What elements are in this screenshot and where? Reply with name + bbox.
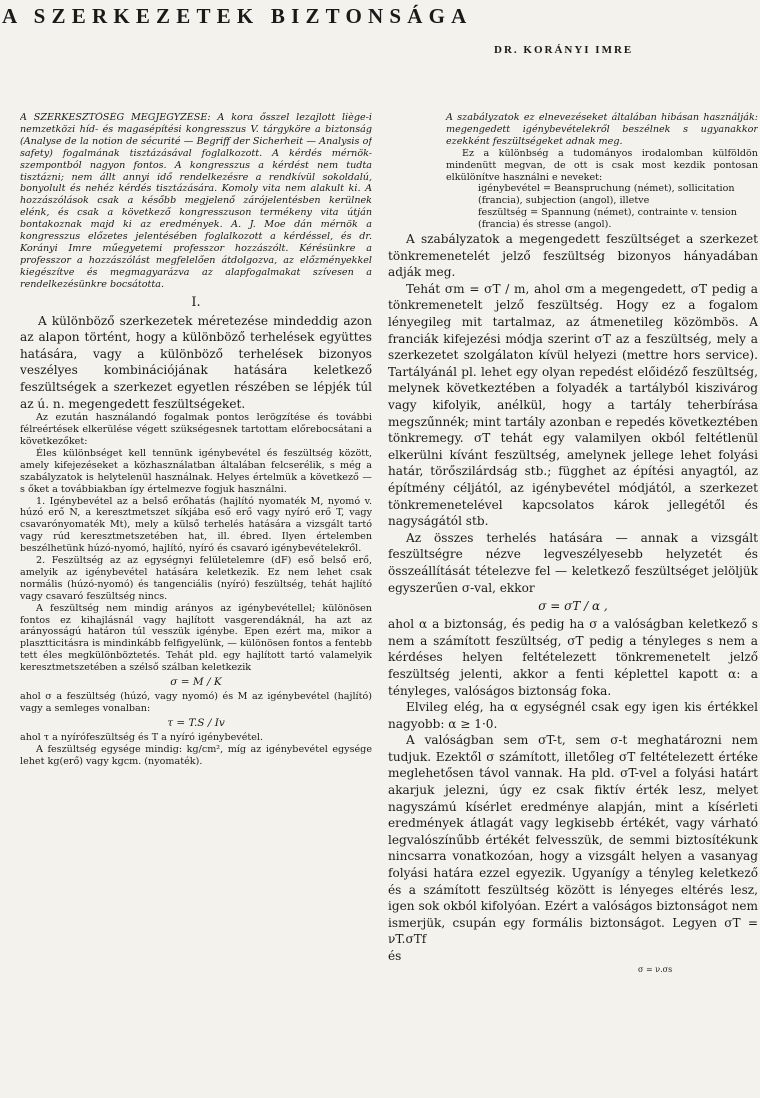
paragraph-definition-2: 2. Feszültség az az egységnyi felületelemre (dF) eső belső erő, amelyik az igénybevétel hatására keletkezik. Ez nem lehet csak normális (húzó-nyomó) és tangenciális (nyíró) feszültség, tehát hajlító vagy csavaró feszültség nincs.: [20, 555, 372, 602]
formula-safety: σ = σT / α ,: [538, 599, 608, 614]
formula-footer: σ = ν.σs: [638, 964, 673, 974]
formula-bending: σ = M / K: [170, 676, 222, 689]
paragraph-formal-safety: A valóságban sem σT-t, sem σ-t meghatározni nem tudjuk. Ezektől σ számított, illetőleg σT feltételezett értéke meglehetősen távol vannak. Ha pld. σT-vel a folyási határt akarjuk jelezni, úgy ez csak fiktív érték lesz, melyet nagyszámú kísérlet eredménye alapján, mint a kísérleti eredmények átlagát vagy legkisebb értékét, vagy várható legvalószínűbb értékét felvesszük, de semmi biztosítékunk nincsarra vonatkozóan, hogy a vizsgált helyen a vasanyag folyási határa ezzel egyezik. Ugyanígy a tényleg keletkező és a számított feszültség között is lényeges eltérés lesz, igen sok okból kifolyóan. Ezért a valóságos biztonságot nem ismerjük, csupán egy formális biztonságot. Legyen σT = νT.σTf: [388, 733, 758, 947]
paragraph-proportionality: A feszültség nem mindig arányos az igénybevétellel; különösen fontos ez kihajlásnál vagy hajlított vasgerendáknál, ha azt az arányosságú határon túl vesszük igénybe. Epen ezért ma, mikor a plasztticitásra is mindinkább felfigyelünk, — különösen fontos a fentebb tett éles megkülönböztetés. Tehát pld. egy hajlított tartó valamelyik keresztmetszetében a szélső szálban keletkezik: [20, 602, 372, 674]
section-number: I.: [191, 294, 201, 310]
paragraph-allowable: A szabályzatok a megengedett feszültséget a szerkezet tönkremenetelét jelző feszültség bizonyos hányadában adják meg.: [388, 232, 758, 280]
paragraph-failure-stress: Tehát σm = σT / m, ahol σm a megengedett, σT pedig a tönkremenetelt jelző feszültség. Hogy ez a fogalom lényegileg mit tartalmaz, az átmenetileg közömbös. A franciák kifejezési módja szerint σT az a feszültség, mely a szerkezetet szolgálaton kívül helyezi (mettre hors service). Tartályánál pl. lehet egy olyan repedést előidéző feszültség, melynek következtében a folyadék a tartályból kiszivárog vagy kifolyik, anélkül, hogy a tartály teherbírása megszűnnék; mint tartály azonban e repedés következtében tönkremegy. σT tehát egy valamilyen okból feltétlenül elkerülni kívánt feszültség, amelynek jellege lehet folyási határ, törőszilárdság stb.; függhet az építési anyagtól, az építmény céljától, az igénybevétel módjától, a szerkezet tönkremenetelével kapcsolatos károk jellegétől és nagyságától stb.: [388, 281, 758, 529]
paragraph-where-2: ahol τ a nyírófeszültség és T a nyíró igénybevétel.: [20, 731, 264, 743]
terminology-list: [388, 183, 758, 231]
paragraph-units: A feszültség egysége mindig: kg/cm², míg az igénybevétel egysége lehet kg(erő) vagy kgcm. (nyomaték).: [20, 743, 372, 767]
term-stress: feszültség = Spannung (német), contrainte v. tension (francia) és stresse (angol).: [478, 207, 737, 231]
note-literature: Ez a különbség a tudományos irodalomban külföldön mindenütt megvan, de ott is csak most kezdik pontosan elkülönítve használni e neveket:: [446, 147, 758, 183]
paragraph-safety-min: Elvileg elég, ha α egységnél csak egy igen kis értékkel nagyobb: α ≥ 1·0.: [388, 700, 758, 731]
editor-note: A SZERKESZTŐSÉG MEGJEGYZÉSE: A kora ősszel lezajlott liège-i nemzetközi híd- és magasépítési kongresszus V. tárgyköre a biztonság (Analyse de la notion de sécurité — Begriff der Sicherheit — Analysis of safety) fogalmának tisztázásával foglalkozott. A kérdés mérnök-szempontból nagyon fontos. A kongresszus a kérdést nem tudta tisztázni; nem állt annyi idő rendelkezésre a rendkívül sokoldalú, bonyolult és nehéz kérdés tisztázására. Komoly vita nem alakult ki. A hozzászólások csak a később megjelenő zárójelentésben kerülnek elénk, és csak a következő kongresszuson termékeny vita útján bontakoznak majd ki az eredmények. A. J. Moe dán mérnök a kongresszus előzetes jelentésében foglalkozott a kérdéssel, és dr. Korányi Imre műegyetemi professzor hozzászólt. Kérésünkre a professzor a hozzászólást megfelelően átdolgozva, az előzményekkel kiegészítve és megmagyarázva az alapfogalmakat szívesen a rendelkezésünkre bocsátotta.: [20, 112, 372, 290]
paragraph-total-load: Az összes terhelés hatására — annak a vizsgált feszültségre nézve legveszélyesebb helyzetét és összeállítását tételezve fel — keletkező feszültséget jelöljük egyszerűen σ-val, ekkor: [388, 530, 758, 595]
article-title: A SZERKEZETEK BIZTONSÁGA: [2, 4, 473, 28]
paragraph-concepts: Az ezután használandó fogalmak pontos lerögzítése és további félreértések elkerülése végett szükségesnek tartottam előrebocsátani a következőket:: [20, 412, 372, 447]
paragraph-definition-1: 1. Igénybevétel az a belső erőhatás (hajlító nyomaték M, nyomó v. húzó erő N, a keresztmetszet síkjába eső erő vagy nyíró erő T, vagy csavarónyomaték Mt), mely a külső terhelés hatására a vizsgált tartó vagy rúd keresztmetszetében hat, ill. ébred. Ilyen értelemben beszélhetünk húzó-nyomó, hajlító, nyíró és csavaró igénybevételekről.: [20, 495, 372, 555]
note-regulations: A szabályzatok ez elnevezéseket általában hibásan használják: megengedett igénybevételekről beszélnek s ugyanakkor ezekként feszültségeket adnak meg.: [446, 112, 758, 147]
paragraph-and: és: [388, 949, 402, 963]
left-column: [20, 112, 372, 1098]
author-name: DR. KORÁNYI IMRE: [494, 44, 634, 56]
right-column: [388, 112, 758, 1098]
paragraph-intro: A különböző szerkezetek méretezése mindeddig azon az alapon történt, hogy a különböző terhelések együttes hatására, vagy a különböző terhelések bizonyos veszélyes kombinációjának hatására keletkező feszültségek a szerkezet egyetlen részében se lépjék túl az ú. n. megengedett feszültségeket.: [20, 313, 372, 411]
formula-shear: τ = T.S / Iv: [167, 716, 225, 729]
paragraph-safety-def: ahol α a biztonság, és pedig ha σ a valóságban keletkező s nem a számított feszültség, σT pedig a tényleges s nem a kérdéses helyen feltételezett tönkremenetelt jelző feszültség jelenti, akkor a fenti képlettel kapott α: a tényleges, valóságos biztonság foka.: [388, 617, 758, 698]
term-load: igénybevétel = Beanspruchung (német), sollicitation (francia), subjection (angol), illetve: [478, 183, 735, 207]
paragraph-where-1: ahol σ a feszültség (húzó, vagy nyomó) és M az igénybevétel (hajlító) vagy a semleges vonalban:: [20, 691, 372, 714]
paragraph-distinction: Éles különbséget kell tennünk igénybevétel és feszültség között, amely kifejezéseket a közhasználatban általában felcserélik, s még a szabályzatok is helytelenül használnak. Helyes értelmük a következő — s őket a továbbiakban így értelmezve fogjuk használni.: [20, 447, 372, 495]
